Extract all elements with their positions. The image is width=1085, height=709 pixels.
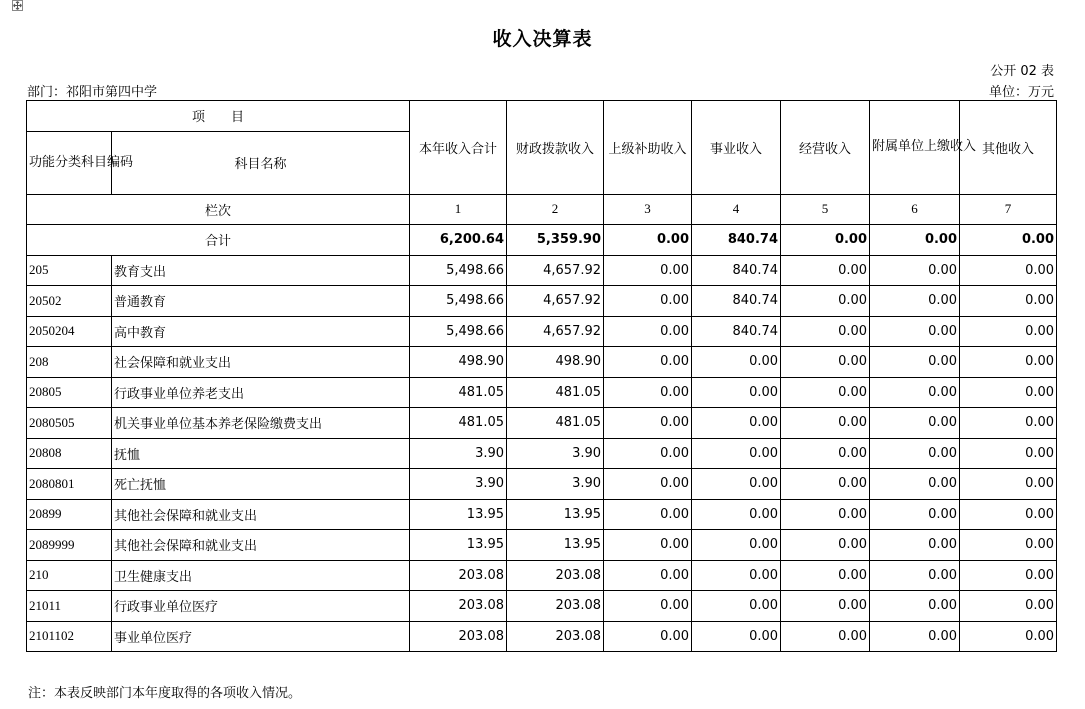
row-value: 0.00: [781, 316, 870, 347]
row-value: 0.00: [604, 499, 692, 530]
row-value: 0.00: [604, 530, 692, 561]
row-value: 498.90: [410, 347, 507, 378]
row-value: 0.00: [781, 377, 870, 408]
row-value: 13.95: [410, 499, 507, 530]
col-number: 7: [960, 194, 1057, 225]
row-value: 0.00: [960, 530, 1057, 561]
row-code: 20502: [27, 286, 112, 317]
row-value: 5,498.66: [410, 316, 507, 347]
row-value: 498.90: [507, 347, 604, 378]
row-value: 0.00: [781, 469, 870, 500]
col-number: 5: [781, 194, 870, 225]
row-value: 0.00: [960, 591, 1057, 622]
header-item: 项 目: [27, 101, 410, 132]
header-col-2: 财政拨款收入: [507, 101, 604, 195]
row-name: 事业单位医疗: [112, 621, 410, 652]
row-value: 0.00: [781, 347, 870, 378]
row-value: 0.00: [604, 591, 692, 622]
row-code: 2080505: [27, 408, 112, 439]
total-value: 5,359.90: [507, 225, 604, 256]
row-value: 0.00: [960, 316, 1057, 347]
table-row: [27, 530, 1057, 561]
table-move-handle-icon[interactable]: [12, 0, 23, 11]
header-col-1: 本年收入合计: [410, 101, 507, 195]
department-label: 部门：祁阳市第四中学: [27, 85, 158, 100]
row-value: 0.00: [870, 591, 960, 622]
row-value: 0.00: [870, 255, 960, 286]
row-name: 行政事业单位养老支出: [112, 377, 410, 408]
row-value: 0.00: [781, 560, 870, 591]
row-value: 0.00: [870, 621, 960, 652]
table-row: [27, 286, 1057, 317]
row-name: 抚恤: [112, 438, 410, 469]
row-value: 0.00: [692, 408, 781, 439]
header-col-7: 其他收入: [960, 101, 1057, 195]
row-value: 203.08: [410, 621, 507, 652]
row-value: 0.00: [692, 499, 781, 530]
table-row: [27, 621, 1057, 652]
row-value: 0.00: [692, 530, 781, 561]
row-value: 0.00: [870, 469, 960, 500]
row-value: 0.00: [692, 469, 781, 500]
row-code: 20805: [27, 377, 112, 408]
row-code: 2080801: [27, 469, 112, 500]
row-value: 0.00: [604, 377, 692, 408]
row-value: 840.74: [692, 316, 781, 347]
table-note: 注：本表反映部门本年度取得的各项收入情况。: [28, 686, 302, 701]
row-value: 5,498.66: [410, 286, 507, 317]
row-value: 13.95: [410, 530, 507, 561]
row-value: 203.08: [410, 591, 507, 622]
row-value: 4,657.92: [507, 255, 604, 286]
row-value: 0.00: [870, 347, 960, 378]
row-value: 0.00: [604, 560, 692, 591]
header-lanci: 栏次: [27, 194, 410, 225]
row-code: 2089999: [27, 530, 112, 561]
table-row: [27, 438, 1057, 469]
row-value: 0.00: [692, 347, 781, 378]
row-value: 0.00: [692, 560, 781, 591]
row-value: 3.90: [410, 438, 507, 469]
row-value: 0.00: [781, 408, 870, 439]
row-value: 0.00: [960, 286, 1057, 317]
row-code: 2101102: [27, 621, 112, 652]
row-code: 208: [27, 347, 112, 378]
row-value: 0.00: [960, 377, 1057, 408]
row-value: 0.00: [960, 438, 1057, 469]
row-value: 0.00: [960, 621, 1057, 652]
col-number: 1: [410, 194, 507, 225]
row-value: 481.05: [507, 377, 604, 408]
row-value: 0.00: [870, 316, 960, 347]
total-value: 0.00: [604, 225, 692, 256]
row-value: 481.05: [410, 377, 507, 408]
row-value: 0.00: [870, 530, 960, 561]
row-value: 0.00: [604, 438, 692, 469]
table-row: [27, 469, 1057, 500]
row-value: 0.00: [960, 347, 1057, 378]
col-number: 2: [507, 194, 604, 225]
table-row: [27, 408, 1057, 439]
row-value: 0.00: [781, 255, 870, 286]
row-value: 0.00: [692, 591, 781, 622]
row-name: 社会保障和就业支出: [112, 347, 410, 378]
row-name: 其他社会保障和就业支出: [112, 530, 410, 561]
row-value: 0.00: [960, 408, 1057, 439]
table-row: [27, 255, 1057, 286]
col-number: 3: [604, 194, 692, 225]
row-value: 0.00: [781, 591, 870, 622]
header-col-6: 附属单位上缴收入: [870, 101, 960, 195]
row-value: 0.00: [604, 408, 692, 439]
table-row: [27, 560, 1057, 591]
row-name: 教育支出: [112, 255, 410, 286]
row-name: 机关事业单位基本养老保险缴费支出: [112, 408, 410, 439]
row-value: 0.00: [870, 286, 960, 317]
row-code: 210: [27, 560, 112, 591]
row-value: 0.00: [692, 377, 781, 408]
row-value: 0.00: [604, 347, 692, 378]
row-value: 0.00: [604, 469, 692, 500]
row-value: 0.00: [604, 621, 692, 652]
header-col-5: 经营收入: [781, 101, 870, 195]
row-value: 0.00: [960, 255, 1057, 286]
row-value: 4,657.92: [507, 316, 604, 347]
row-value: 3.90: [410, 469, 507, 500]
row-value: 13.95: [507, 530, 604, 561]
row-name: 普通教育: [112, 286, 410, 317]
row-name: 行政事业单位医疗: [112, 591, 410, 622]
row-value: 840.74: [692, 255, 781, 286]
row-value: 0.00: [692, 621, 781, 652]
table-row: [27, 347, 1057, 378]
row-value: 3.90: [507, 438, 604, 469]
total-row: [27, 225, 1057, 256]
row-code: 20808: [27, 438, 112, 469]
total-value: 6,200.64: [410, 225, 507, 256]
total-value: 0.00: [870, 225, 960, 256]
header-subject-name: 科目名称: [112, 131, 410, 194]
table-row: [27, 316, 1057, 347]
unit-label: 单位：万元: [988, 85, 1054, 100]
total-value: 0.00: [960, 225, 1057, 256]
row-value: 0.00: [870, 560, 960, 591]
row-value: 0.00: [960, 469, 1057, 500]
income-table: [26, 100, 1057, 652]
row-value: 0.00: [604, 286, 692, 317]
row-value: 203.08: [410, 560, 507, 591]
total-value: 840.74: [692, 225, 781, 256]
table-row: [27, 591, 1057, 622]
row-name: 卫生健康支出: [112, 560, 410, 591]
row-value: 0.00: [781, 621, 870, 652]
row-code: 20899: [27, 499, 112, 530]
row-value: 840.74: [692, 286, 781, 317]
header-func-code: 功能分类科目编码: [27, 131, 112, 194]
row-name: 死亡抚恤: [112, 469, 410, 500]
row-value: 0.00: [781, 438, 870, 469]
row-value: 0.00: [870, 499, 960, 530]
page-title: 收入决算表: [492, 28, 593, 50]
row-value: 4,657.92: [507, 286, 604, 317]
total-value: 0.00: [781, 225, 870, 256]
row-value: 203.08: [507, 621, 604, 652]
row-code: 21011: [27, 591, 112, 622]
row-code: 2050204: [27, 316, 112, 347]
row-value: 0.00: [781, 286, 870, 317]
row-value: 0.00: [870, 438, 960, 469]
row-value: 0.00: [960, 560, 1057, 591]
row-value: 481.05: [507, 408, 604, 439]
row-value: 5,498.66: [410, 255, 507, 286]
header-col-3: 上级补助收入: [604, 101, 692, 195]
row-value: 203.08: [507, 560, 604, 591]
table-row: [27, 499, 1057, 530]
row-value: 13.95: [507, 499, 604, 530]
row-value: 0.00: [960, 499, 1057, 530]
form-number: 公开 02 表: [990, 64, 1054, 79]
table-row: [27, 377, 1057, 408]
total-label: 合计: [27, 225, 410, 256]
col-number: 6: [870, 194, 960, 225]
header-col-4: 事业收入: [692, 101, 781, 195]
row-name: 其他社会保障和就业支出: [112, 499, 410, 530]
row-value: 0.00: [870, 377, 960, 408]
col-number: 4: [692, 194, 781, 225]
row-code: 205: [27, 255, 112, 286]
row-value: 0.00: [870, 408, 960, 439]
row-value: 3.90: [507, 469, 604, 500]
row-value: 0.00: [781, 530, 870, 561]
row-value: 0.00: [604, 316, 692, 347]
row-value: 0.00: [692, 438, 781, 469]
row-value: 481.05: [410, 408, 507, 439]
row-value: 203.08: [507, 591, 604, 622]
row-value: 0.00: [604, 255, 692, 286]
row-name: 高中教育: [112, 316, 410, 347]
row-value: 0.00: [781, 499, 870, 530]
